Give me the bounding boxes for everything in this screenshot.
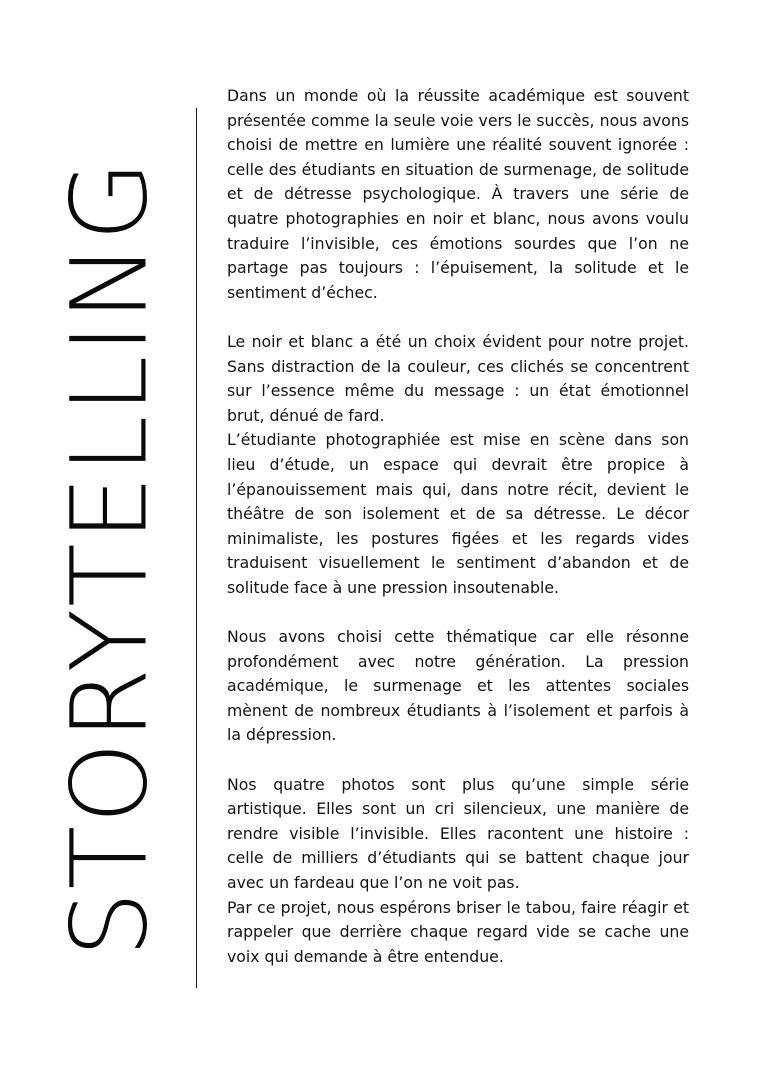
paragraph-black-white: Le noir et blanc a été un choix évident pour notre projet. Sans distraction de la couleur, ces clichés se concentrent sur l’essence même du message : un état émotionnel brut, dénué de fard. — [227, 331, 689, 425]
page-title: STORYTELLING — [48, 158, 170, 958]
paragraph-student-scene: L’étudiante photographiée est mise en scène dans son lieu d’étude, un espace qui devrait être propice à l’épanouissement mais qui, dans notre récit, devient le théâtre de son isolement et de sa détresse. Le décor minimaliste, les postures figées et les regards vides traduisent visuellement le sentiment d’abandon et de solitude face à une pression insoutenable. — [227, 430, 689, 597]
paragraph-intro: Dans un monde où la réussite académique est souvent présentée comme la seule voie vers le succès, nous avons choisi de mettre en lumière une réalité souvent ignorée : celle des étudiants en situation de surmenage, de solitude et de détresse psychologique. À travers une série de quatre photographies en noir et blanc, nous avons voulu traduire l’invisible, ces émotions sourdes que l’on ne partage pas toujours : l’épuisement, la solitude et le sentiment d’échec. — [227, 86, 689, 302]
paragraph-photos: Nos quatre photos sont plus qu’une simple série artistique. Elles sont un cri silencieux, une manière de rendre visible l’invisible. Elles racontent une histoire : celle de milliers d’étudiants qui se battent chaque jour avec un fardeau que l’on ne voit pas. — [227, 774, 689, 892]
paragraph-conclusion: Par ce projet, nous espérons briser le tabou, faire réagir et rappeler que derrière chaque regard vide se cache une voix qui demande à être entendue. — [227, 897, 689, 966]
title-container — [48, 148, 170, 968]
paragraph-theme: Nous avons choisi cette thématique car elle résonne profondément avec notre génération. La pression académique, le surmenage et les attentes sociales mènent de nombreux étudiants à l’isolement et parfois à la dépression. — [227, 627, 689, 745]
body-text — [227, 84, 689, 969]
vertical-divider — [196, 108, 197, 988]
